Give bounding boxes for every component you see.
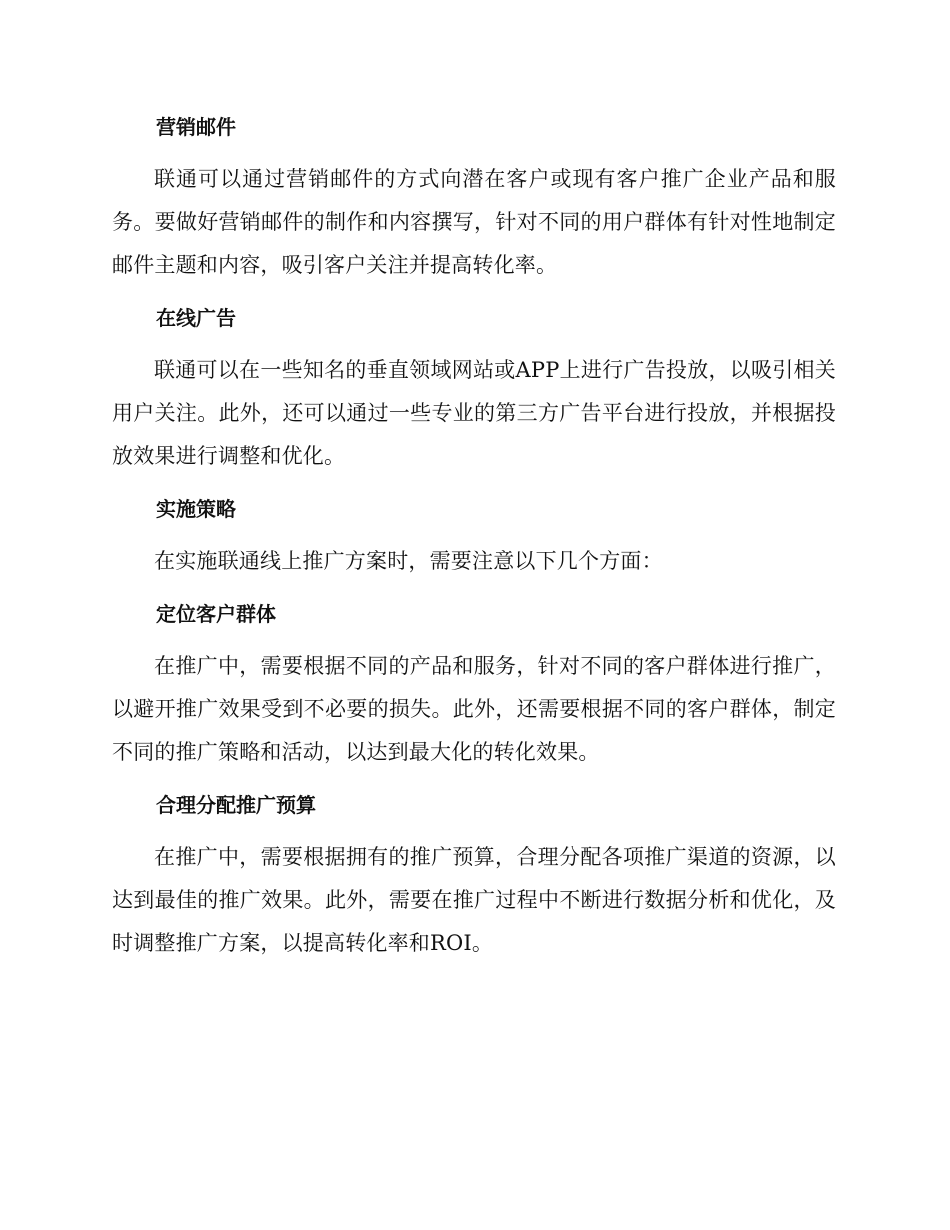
section-heading-target-customers: 定位客户群体 [156,602,276,626]
section-heading-online-ads: 在线广告 [156,306,236,330]
section-heading-budget-allocation: 合理分配推广预算 [156,793,316,817]
section-paragraph-implementation-strategy: 在实施联通线上推广方案时，需要注意以下几个方面： [154,549,663,573]
section-paragraph-email-marketing: 联通可以通过营销邮件的方式向潜在客户或现有客户推广企业产品和服务。要做好营销邮件的制作和内容撰写，针对不同的用户群体有针对性地制定邮件主题和内容，吸引客户关注并提高转化率。 [112,167,836,277]
section-paragraph-online-ads: 联通可以在一些知名的垂直领域网站或APP上进行广告投放，以吸引相关用户关注。此外，还可以通过一些专业的第三方广告平台进行投放，并根据投放效果进行调整和优化。 [112,358,836,468]
section-heading-implementation-strategy: 实施策略 [156,497,236,521]
document-body [112,108,836,977]
section-paragraph-target-customers: 在推广中，需要根据不同的产品和服务，针对不同的客户群体进行推广，以避开推广效果受到不必要的损失。此外，还需要根据不同的客户群体，制定不同的推广策略和活动，以达到最大化的转化效果。 [112,654,836,764]
section-paragraph-budget-allocation: 在推广中，需要根据拥有的推广预算，合理分配各项推广渠道的资源，以达到最佳的推广效果。此外，需要在推广过程中不断进行数据分析和优化，及时调整推广方案，以提高转化率和ROI。 [112,845,836,955]
section-heading-email-marketing: 营销邮件 [156,115,236,139]
